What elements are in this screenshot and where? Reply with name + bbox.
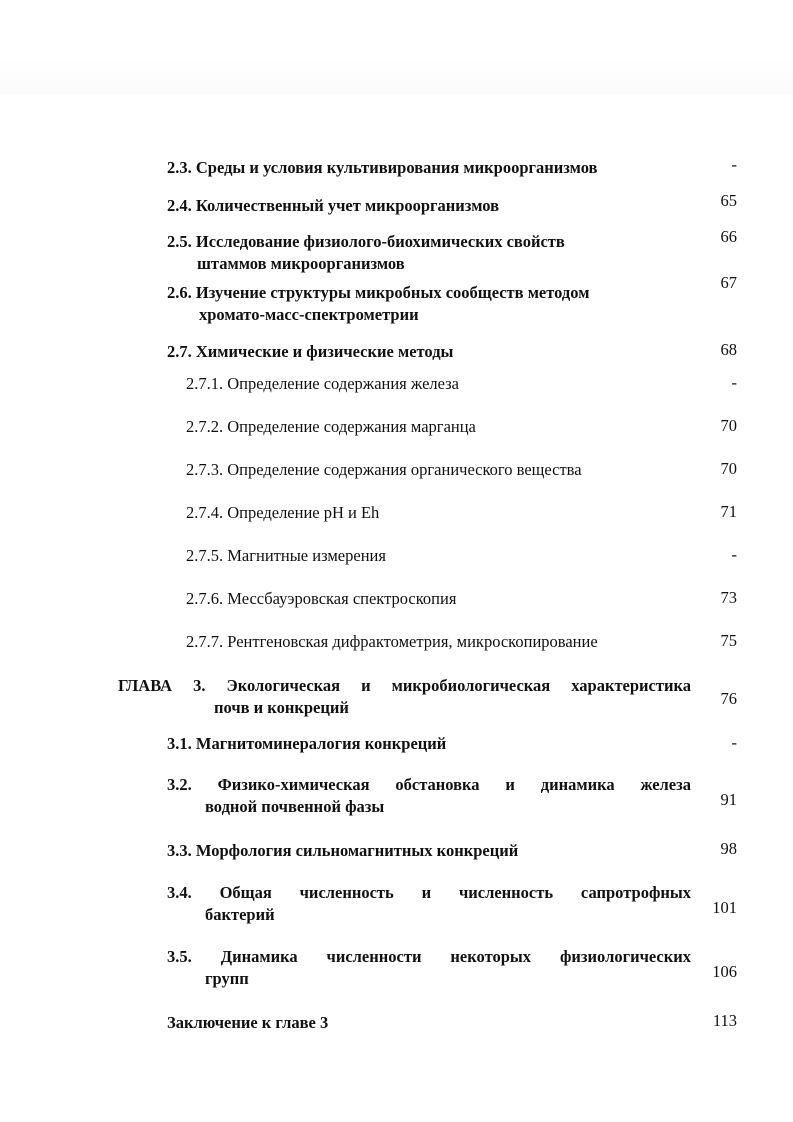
toc-entry-chapter-3 [118,675,691,719]
toc-entry-title: 2.6. Изучение структуры микробных сообществ методом [167,283,590,302]
toc-page-number: 70 [720,459,737,478]
toc-entry-title: 2.7.5. Магнитные измерения [186,546,386,565]
toc-entry-2-7-1 [186,373,459,395]
toc-entry-title: Заключение к главе 3 [167,1013,329,1032]
toc-entry-continuation: водной почвенной фазы [205,797,385,816]
toc-page-number: 75 [720,631,737,650]
toc-page-number: 65 [720,191,737,210]
toc-entry-2-7-7 [186,631,598,653]
toc-entry-3-5 [167,946,691,990]
toc-entry-continuation: бактерий [205,905,275,924]
toc-page-number: 98 [720,839,737,858]
toc-entry-title: 3.3. Морфология сильномагнитных конкреций [167,841,519,860]
toc-page-number: 73 [720,588,737,607]
toc-page-number: 91 [720,790,737,809]
toc-entry-title: 3.5. Динамика численности некоторых физиологических [167,947,691,966]
toc-entry-title: 2.7.7. Рентгеновская дифрактометрия, микроскопирование [186,632,598,651]
toc-page-number: 101 [712,898,737,917]
toc-entry-title: 2.5. Исследование физиолого-биохимических свойств [167,232,565,251]
toc-page-number: - [731,373,737,392]
toc-page-number: 106 [712,962,737,981]
toc-page-number: 67 [720,273,737,292]
toc-entry-2-6 [167,282,589,326]
toc-entry-title: 2.7.4. Определение pH и Eh [186,503,380,522]
toc-page-number: - [731,155,737,174]
toc-page-number: 66 [720,227,737,246]
toc-entry-2-7-4 [186,502,379,524]
toc-entry-title: 2.3. Среды и условия культивирования микроорганизмов [167,158,598,177]
toc-entry-2-7-6 [186,588,456,610]
toc-entry-2-4 [167,195,499,217]
toc-entry-3-4 [167,882,691,926]
toc-entry-title: 2.7.2. Определение содержания марганца [186,417,476,436]
toc-entry-2-7-2 [186,416,476,438]
toc-entry-title: 2.7.1. Определение содержания железа [186,374,460,393]
toc-entry-title: 2.7.6. Мессбауэровская спектроскопия [186,589,457,608]
toc-entry-continuation: почв и конкреций [214,698,349,717]
toc-entry-title: 3.2. Физико-химическая обстановка и динамика железа [167,775,691,794]
toc-page-number: 68 [720,340,737,359]
toc-page-number: 113 [712,1011,737,1030]
toc-entry-title: ГЛАВА 3. Экологическая и микробиологическая характеристика [118,676,691,695]
toc-entry-2-3 [167,157,597,179]
toc-entry-3-1 [167,733,446,755]
toc-entry-2-5 [167,231,565,275]
toc-entry-3-3 [167,840,518,862]
toc-entry-title: 2.7.3. Определение содержания органического вещества [186,460,582,479]
toc-entry-2-7 [167,341,453,363]
toc-entry-title: 2.4. Количественный учет микроорганизмов [167,196,499,215]
toc-entry-2-7-3 [186,459,582,481]
toc-entry-title: 3.4. Общая численность и численность сапротрофных [167,883,691,902]
toc-entry-continuation: групп [205,969,249,988]
toc-entry-title: 3.1. Магнитоминералогия конкреций [167,734,447,753]
toc-page-number: 71 [720,502,737,521]
toc-page-number: 70 [720,416,737,435]
toc-page-number: - [731,733,737,752]
toc-page-number: 76 [720,689,737,708]
toc-entry-2-7-5 [186,545,386,567]
toc-entry-continuation: штаммов микроорганизмов [197,254,405,273]
toc-page-number: - [731,545,737,564]
toc-entry-3-2 [167,774,691,818]
toc-entry-conclusion-3 [167,1012,328,1034]
toc-entry-title: 2.7. Химические и физические методы [167,342,454,361]
toc-entry-continuation: хромато-масс-спектрометрии [199,305,419,324]
